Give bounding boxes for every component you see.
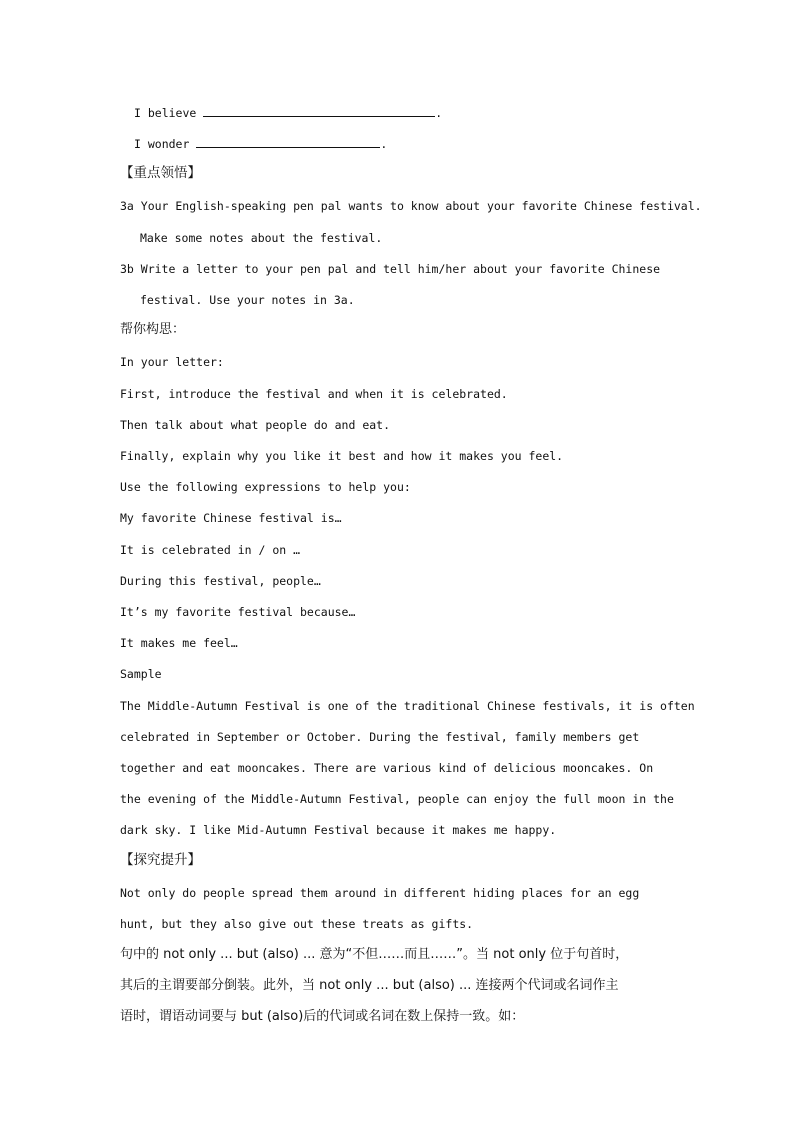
explore-note-line: 语时，谓语动词要与 but (also)后的代词或名词在数上保持一致。如： (120, 1009, 525, 1024)
guide-line: In your letter: (120, 355, 224, 369)
explore-example-line: hunt, but they also give out these treats as gifts. (120, 917, 474, 931)
task-3b-line2: festival. Use your notes in 3a. (140, 293, 355, 307)
explore-note-line: 其后的主谓要部分倒装。此外，当 not only ... but (also) ... 连接两个代词或名词作主 (120, 978, 619, 993)
task-3b-line1: 3b Write a letter to your pen pal and tell him/her about your favorite Chinese (120, 262, 661, 276)
sample-line: dark sky. I like Mid-Autumn Festival because it makes me happy. (120, 823, 557, 837)
sample-line: the evening of the Middle-Autumn Festival, people can enjoy the full moon in the (120, 792, 674, 806)
explore-note-line: 句中的 not only ... but (also) ... 意为“不但……而且……”。当 not only 位于句首时， (120, 947, 629, 962)
sample-label: Sample (120, 667, 162, 681)
explore-example-line: Not only do people spread them around in different hiding places for an egg (120, 886, 640, 900)
guide-line: Then talk about what people do and eat. (120, 418, 391, 432)
guide-line: Use the following expressions to help you: (120, 480, 411, 494)
guide-title: 帮你构思： (120, 322, 186, 337)
guide-line: First, introduce the festival and when it is celebrated. (120, 387, 508, 401)
sample-line: celebrated in September or October. During the festival, family members get (120, 730, 640, 744)
believe-blank[interactable] (203, 105, 435, 117)
task-3a-line1: 3a Your English-speaking pen pal wants to know about your favorite Chinese festival. (120, 199, 702, 213)
guide-line: Finally, explain why you like it best and how it makes you feel. (120, 449, 564, 463)
sample-line: together and eat mooncakes. There are various kind of delicious mooncakes. On (120, 761, 654, 775)
guide-line: My favorite Chinese festival is… (120, 511, 342, 525)
believe-prompt: I believe . (134, 106, 443, 120)
guide-line: It’s my favorite festival because… (120, 605, 356, 619)
guide-line: During this festival, people… (120, 574, 321, 588)
wonder-blank[interactable] (196, 136, 380, 148)
task-3a-line2: Make some notes about the festival. (140, 231, 383, 245)
guide-line: It makes me feel… (120, 636, 238, 650)
wonder-prompt: I wonder . (134, 137, 388, 151)
section-explore: 【探究提升】 (120, 852, 201, 868)
sample-line: The Middle-Autumn Festival is one of the traditional Chinese festivals, it is often (120, 699, 695, 713)
section-key-points: 【重点领悟】 (120, 165, 201, 181)
guide-line: It is celebrated in / on … (120, 543, 301, 557)
